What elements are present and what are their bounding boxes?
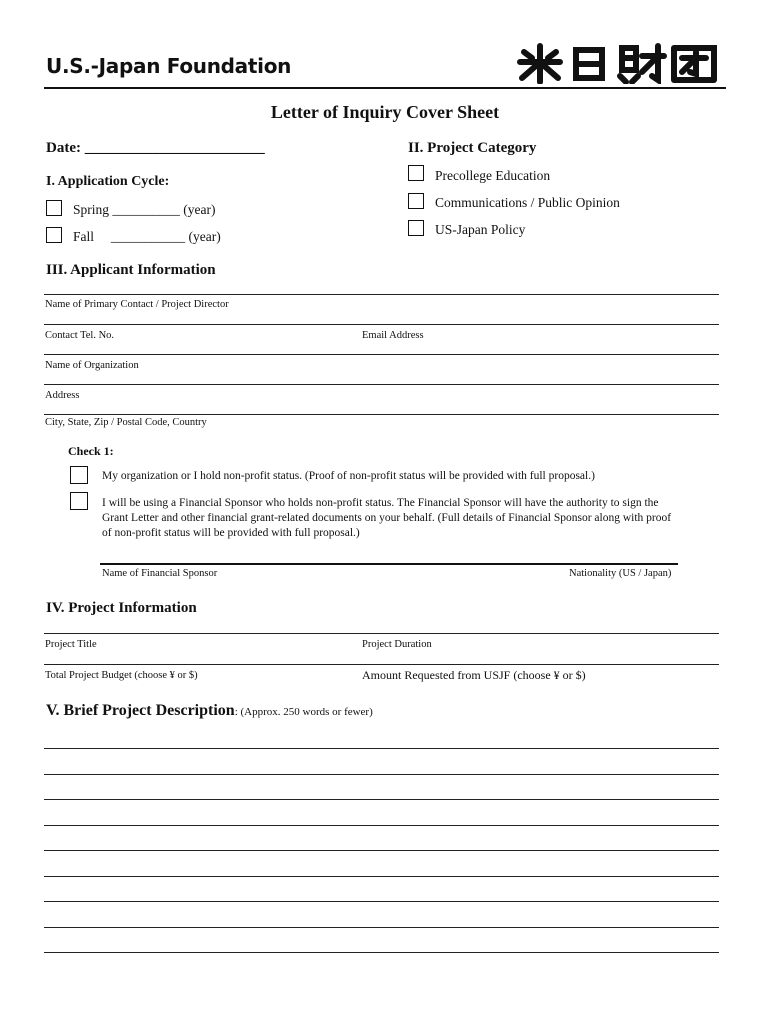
communications-checkbox[interactable] (408, 193, 424, 209)
project-category-heading: II. Project Category (408, 140, 537, 156)
description-line[interactable] (44, 952, 719, 953)
organization-caption: Name of Organization (45, 360, 139, 371)
sponsor-name-caption: Name of Financial Sponsor (102, 568, 218, 579)
sponsor-line[interactable] (100, 563, 678, 565)
date-field[interactable]: Date: ________________________ (46, 140, 265, 156)
application-cycle-heading: I. Application Cycle: (46, 174, 170, 189)
check-one-label: Check 1: (68, 444, 114, 458)
description-line[interactable] (44, 799, 719, 800)
primary-contact-caption: Name of Primary Contact / Project Director (45, 299, 229, 310)
fall-checkbox[interactable] (46, 227, 62, 243)
address-caption: Address (45, 390, 80, 401)
description-line[interactable] (44, 927, 719, 928)
applicant-info-heading: III. Applicant Information (46, 262, 216, 278)
financial-sponsor-checkbox[interactable] (70, 492, 88, 510)
precollege-label: Precollege Education (435, 168, 551, 183)
email-caption: Email Address (362, 330, 424, 341)
nonprofit-checkbox[interactable] (70, 466, 88, 484)
budget-amount-line[interactable] (44, 664, 719, 665)
project-duration-caption: Project Duration (362, 639, 432, 650)
city-caption: City, State, Zip / Postal Code, Country (45, 417, 207, 428)
foundation-name: U.S.-Japan Foundation (46, 54, 292, 78)
amount-requested-caption: Amount Requested from USJF (choose ¥ or $) (362, 668, 586, 682)
description-line[interactable] (44, 748, 719, 749)
description-line[interactable] (44, 901, 719, 902)
us-japan-policy-label: US-Japan Policy (435, 222, 526, 237)
organization-line[interactable] (44, 354, 719, 355)
japanese-logo (516, 42, 720, 84)
description-line[interactable] (44, 850, 719, 851)
header-rule (44, 87, 726, 89)
financial-sponsor-text: I will be using a Financial Sponsor who holds non-profit status. The Financial Sponsor will have the authority to sign the Grant Letter and other financial grant-related documents on your behalf. (Full details of Financial Sponsor along with proof of non-profit status will be provided with full proposal.) (102, 497, 672, 539)
title-duration-line[interactable] (44, 633, 719, 634)
description-line[interactable] (44, 825, 719, 826)
project-info-heading: IV. Project Information (46, 600, 197, 616)
nonprofit-text: My organization or I hold non-profit status. (Proof of non-profit status will be provided with full proposal.) (102, 470, 595, 482)
primary-contact-line[interactable] (44, 294, 719, 295)
page-title: Letter of Inquiry Cover Sheet (270, 102, 500, 122)
city-line[interactable] (44, 414, 719, 415)
project-title-caption: Project Title (45, 639, 97, 650)
budget-caption: Total Project Budget (choose ¥ or $) (45, 670, 198, 681)
fall-label: Fall ___________ (year) (73, 229, 221, 244)
communications-label: Communications / Public Opinion (435, 195, 620, 210)
tel-caption: Contact Tel. No. (45, 330, 115, 341)
spring-label: Spring __________ (year) (73, 202, 216, 217)
description-note: : (Approx. 250 words or fewer) (234, 706, 373, 718)
nationality-caption: Nationality (US / Japan) (569, 568, 672, 579)
spring-checkbox[interactable] (46, 200, 62, 216)
description-title: V. Brief Project Description (46, 702, 235, 719)
description-line[interactable] (44, 876, 719, 877)
precollege-checkbox[interactable] (408, 165, 424, 181)
us-japan-policy-checkbox[interactable] (408, 220, 424, 236)
tel-email-line[interactable] (44, 324, 719, 325)
address-line[interactable] (44, 384, 719, 385)
description-line[interactable] (44, 774, 719, 775)
description-heading (46, 702, 373, 720)
